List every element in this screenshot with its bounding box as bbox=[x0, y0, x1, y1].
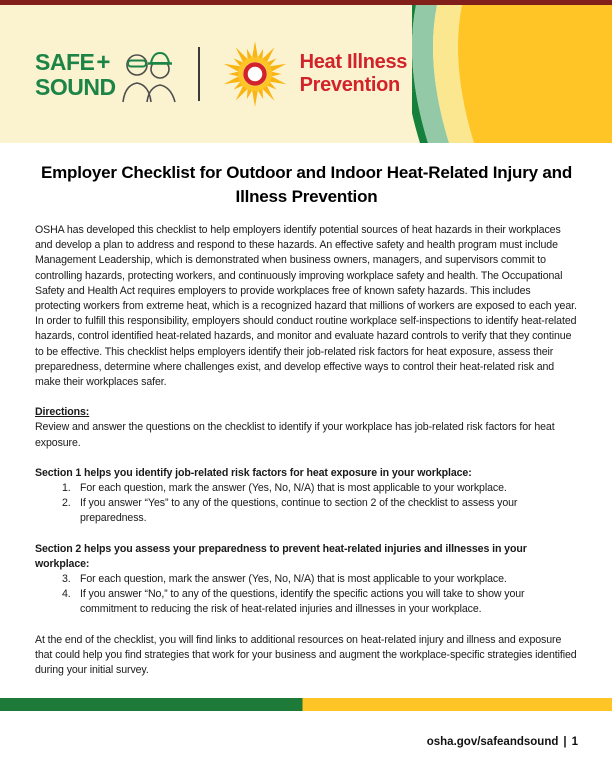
list-item bbox=[62, 481, 578, 496]
list-item-text: For each question, mark the answer (Yes, No, N/A) that is most applicable to your workplace. bbox=[80, 482, 507, 495]
directions-block bbox=[35, 405, 578, 451]
directions-text: Review and answer the questions on the checklist to identify if your workplace has job-related risk factors for heat exposure. bbox=[35, 421, 555, 449]
program-title-line2: Prevention bbox=[299, 74, 400, 96]
list-item bbox=[62, 572, 578, 587]
page-number: 1 bbox=[571, 736, 578, 748]
page-title: Employer Checklist for Outdoor and Indoor Heat-Related Injury and Illness Prevention bbox=[40, 163, 573, 206]
footer-accent-bar bbox=[0, 698, 612, 711]
safe-sound-logo bbox=[35, 44, 178, 104]
list-item-number: 4. bbox=[62, 588, 71, 601]
list-item-number: 3. bbox=[62, 573, 71, 586]
program-title-line1: Heat Illness bbox=[299, 51, 408, 73]
header-banner bbox=[0, 5, 612, 143]
section2-block bbox=[35, 542, 578, 618]
intro-paragraph: OSHA has developed this checklist to help employers identify potential sources of heat hazards in their workplaces and develop a plan to address and respond to these hazards. An effective safety and health program must include Management Leadership, which is demonstrated when business owners, managers, and supervisors commit to controlling hazards, protecting workers, and continuously improving workplace safety and health. The Occupational Safety and Health Act requires employers to provide workplaces free of known safety hazards. This includes protecting workers from extreme heat, which is a recognized hazard that millions of workers are exposed to each year. In order to fulfill this responsibility, employers should conduct routine workplace self-inspections to identify heat-related hazards, control identified heat-related hazards, and monitor and evaluate hazard controls to verify that they continue to be effective. This checklist helps employers identify their job-related risk factors for heat exposure, assess their preparedness, determine where challenges exist, and develop effective ways to control their heat-related risk and make their workplaces safer. bbox=[35, 224, 577, 389]
closing-paragraph: At the end of the checklist, you will find links to additional resources on heat-related injury and illness and exposure that could help you find strategies that work for your business and augment the workplace-specific strategies identified during your initial survey. bbox=[35, 633, 577, 677]
workers-icon bbox=[120, 48, 178, 104]
top-accent-bar bbox=[0, 0, 612, 5]
document-body bbox=[0, 143, 612, 693]
header-divider bbox=[198, 47, 200, 101]
header-curves-graphic bbox=[412, 5, 612, 143]
page-footer bbox=[427, 736, 578, 748]
safe-sound-logo-text: SAFE+ SOUND bbox=[35, 48, 116, 100]
list-item bbox=[62, 496, 578, 526]
list-item-number: 1. bbox=[62, 482, 71, 495]
section1-block bbox=[35, 466, 578, 527]
footer-link[interactable]: osha.gov/safeandsound bbox=[426, 736, 559, 748]
list-item bbox=[62, 587, 578, 617]
footer-separator: | bbox=[563, 736, 567, 748]
list-item-number: 2. bbox=[62, 497, 71, 510]
plus-icon: + bbox=[96, 48, 110, 76]
list-item-text: If you answer “Yes” to any of the questions, continue to section 2 of the checklist to assess your preparedness. bbox=[80, 497, 518, 525]
sun-icon bbox=[220, 39, 290, 109]
section1-heading: Section 1 helps you identify job-related risk factors for heat exposure in your workplace: bbox=[35, 466, 472, 479]
program-title bbox=[300, 51, 408, 97]
section2-heading: Section 2 helps you assess your preparedness to prevent heat-related injuries and illnesses in your workplace: bbox=[35, 542, 527, 570]
directions-heading: Directions: bbox=[35, 406, 90, 419]
list-item-text: For each question, mark the answer (Yes, No, N/A) that is most applicable to your workplace. bbox=[80, 573, 507, 586]
list-item-text: If you answer “No,” to any of the questions, identify the specific actions you will take to show your commitment to reducing the risk of heat-related injuries and illnesses in your workplace. bbox=[80, 588, 525, 616]
